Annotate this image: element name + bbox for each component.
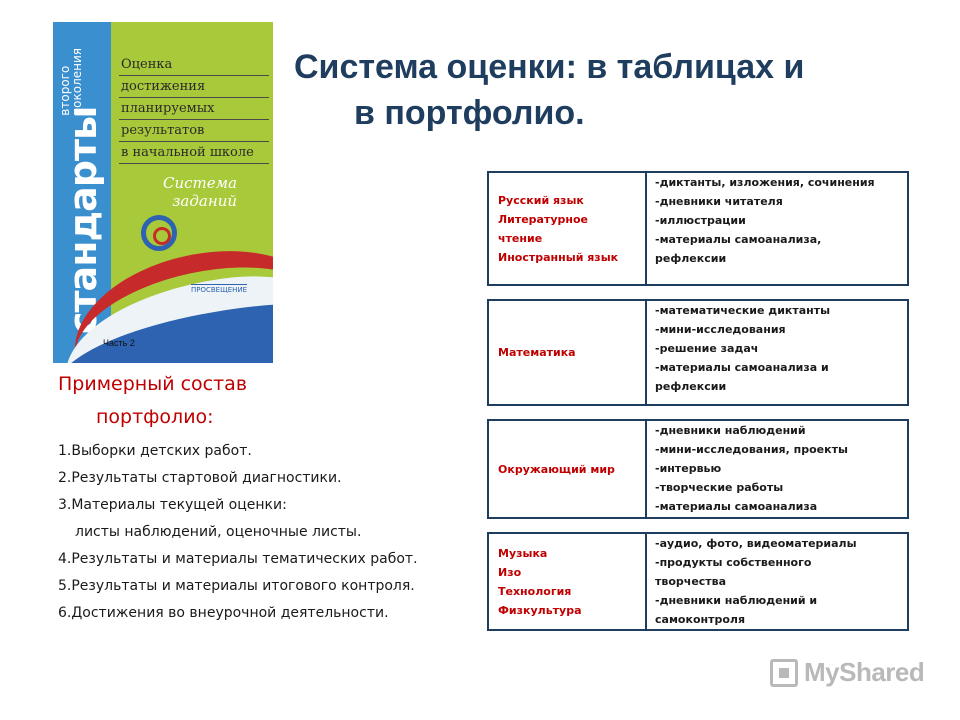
- subject-name: чтение: [498, 231, 543, 245]
- material-item: -дневники наблюдений: [655, 424, 806, 437]
- material-item: -мини-исследования: [655, 323, 786, 336]
- book-series-title: стандарты: [61, 106, 105, 334]
- myshared-logo-icon: [770, 659, 798, 687]
- subject-name: Математика: [498, 346, 576, 359]
- material-item: -продукты собственного: [655, 556, 812, 569]
- subject-names: [489, 534, 647, 629]
- book-series-subtitle-line2: поколения: [70, 48, 84, 116]
- subject-box-arts: [487, 532, 909, 631]
- slide-title: [294, 44, 874, 136]
- subject-name: Физкультура: [498, 603, 582, 617]
- list-item: 1.Выборки детских работ.: [58, 443, 252, 459]
- material-item: -аудио, фото, видеоматериалы: [655, 537, 857, 550]
- subject-box-languages: [487, 171, 909, 286]
- list-item: 2.Результаты стартовой диагностики.: [58, 470, 342, 486]
- book-title-line: достижения: [119, 76, 269, 98]
- subject-names: [489, 173, 647, 284]
- material-item: творчества: [655, 575, 727, 588]
- material-item: рефлексии: [655, 252, 727, 265]
- book-title-line: планируемых: [119, 98, 269, 120]
- material-item: -решение задач: [655, 342, 759, 355]
- portfolio-materials: [647, 534, 907, 629]
- book-title-line: результатов: [119, 120, 269, 142]
- material-item: -творческие работы: [655, 481, 784, 494]
- portfolio-heading-line2: портфолио:: [96, 406, 214, 428]
- slide-title-line2: в портфолио.: [354, 94, 585, 132]
- list-item: листы наблюдений, оценочные листы.: [75, 524, 362, 540]
- subject-name: Изо: [498, 565, 522, 579]
- subject-name: Литературное: [498, 212, 589, 226]
- slide-title-line1: Система оценки: в таблицах и: [294, 48, 805, 86]
- portfolio-list: [58, 441, 478, 630]
- book-script-line1: Система: [163, 174, 238, 192]
- book-title-line: в начальной школе: [119, 142, 269, 164]
- material-item: самоконтроля: [655, 613, 746, 626]
- subject-names: [489, 301, 647, 404]
- book-script-line2: заданий: [172, 192, 238, 210]
- list-item: 4.Результаты и материалы тематических работ.: [58, 551, 418, 567]
- portfolio-heading-line1: Примерный состав: [58, 373, 248, 395]
- watermark-text: MyShared: [804, 657, 925, 687]
- publisher-logo: ПРОСВЕЩЕНИЕ: [191, 286, 248, 294]
- material-item: -интервью: [655, 462, 722, 475]
- book-series-subtitle: [59, 48, 83, 116]
- material-item: -материалы самоанализа: [655, 500, 818, 513]
- subject-name: Русский язык: [498, 193, 584, 207]
- book-title-block: [119, 54, 269, 164]
- material-item: -диктанты, изложения, сочинения: [655, 176, 875, 189]
- book-part-label: Часть 2: [103, 338, 135, 348]
- portfolio-materials: [647, 173, 907, 284]
- subject-name: Окружающий мир: [498, 462, 615, 476]
- material-item: -иллюстрации: [655, 214, 746, 227]
- material-item: -дневники наблюдений и: [655, 594, 818, 607]
- material-item: рефлексии: [655, 380, 727, 393]
- target-icon: [141, 215, 177, 251]
- myshared-watermark: [770, 657, 924, 688]
- portfolio-heading: [58, 368, 247, 434]
- material-item: -математические диктанты: [655, 304, 831, 317]
- list-item: 5.Результаты и материалы итогового контроля.: [58, 578, 415, 594]
- portfolio-materials: [647, 301, 907, 404]
- list-item: 3.Материалы текущей оценки:: [58, 497, 287, 513]
- material-item: -материалы самоанализа,: [655, 233, 822, 246]
- subject-name: Музыка: [498, 546, 548, 560]
- subject-names: [489, 421, 647, 517]
- subject-box-math: [487, 299, 909, 406]
- material-item: -дневники читателя: [655, 195, 783, 208]
- book-title-line: Оценка: [119, 54, 269, 76]
- list-item: 6.Достижения во внеурочной деятельности.: [58, 605, 389, 621]
- book-series-subtitle-line1: второго: [58, 65, 72, 116]
- material-item: -мини-исследования, проекты: [655, 443, 848, 456]
- book-cover-image: [53, 22, 273, 363]
- portfolio-materials: [647, 421, 907, 517]
- material-item: -материалы самоанализа и: [655, 361, 829, 374]
- subject-box-world: [487, 419, 909, 519]
- book-subtitle-script: [163, 174, 237, 210]
- subject-name: Иностранный язык: [498, 250, 619, 264]
- subject-name: Технология: [498, 584, 572, 598]
